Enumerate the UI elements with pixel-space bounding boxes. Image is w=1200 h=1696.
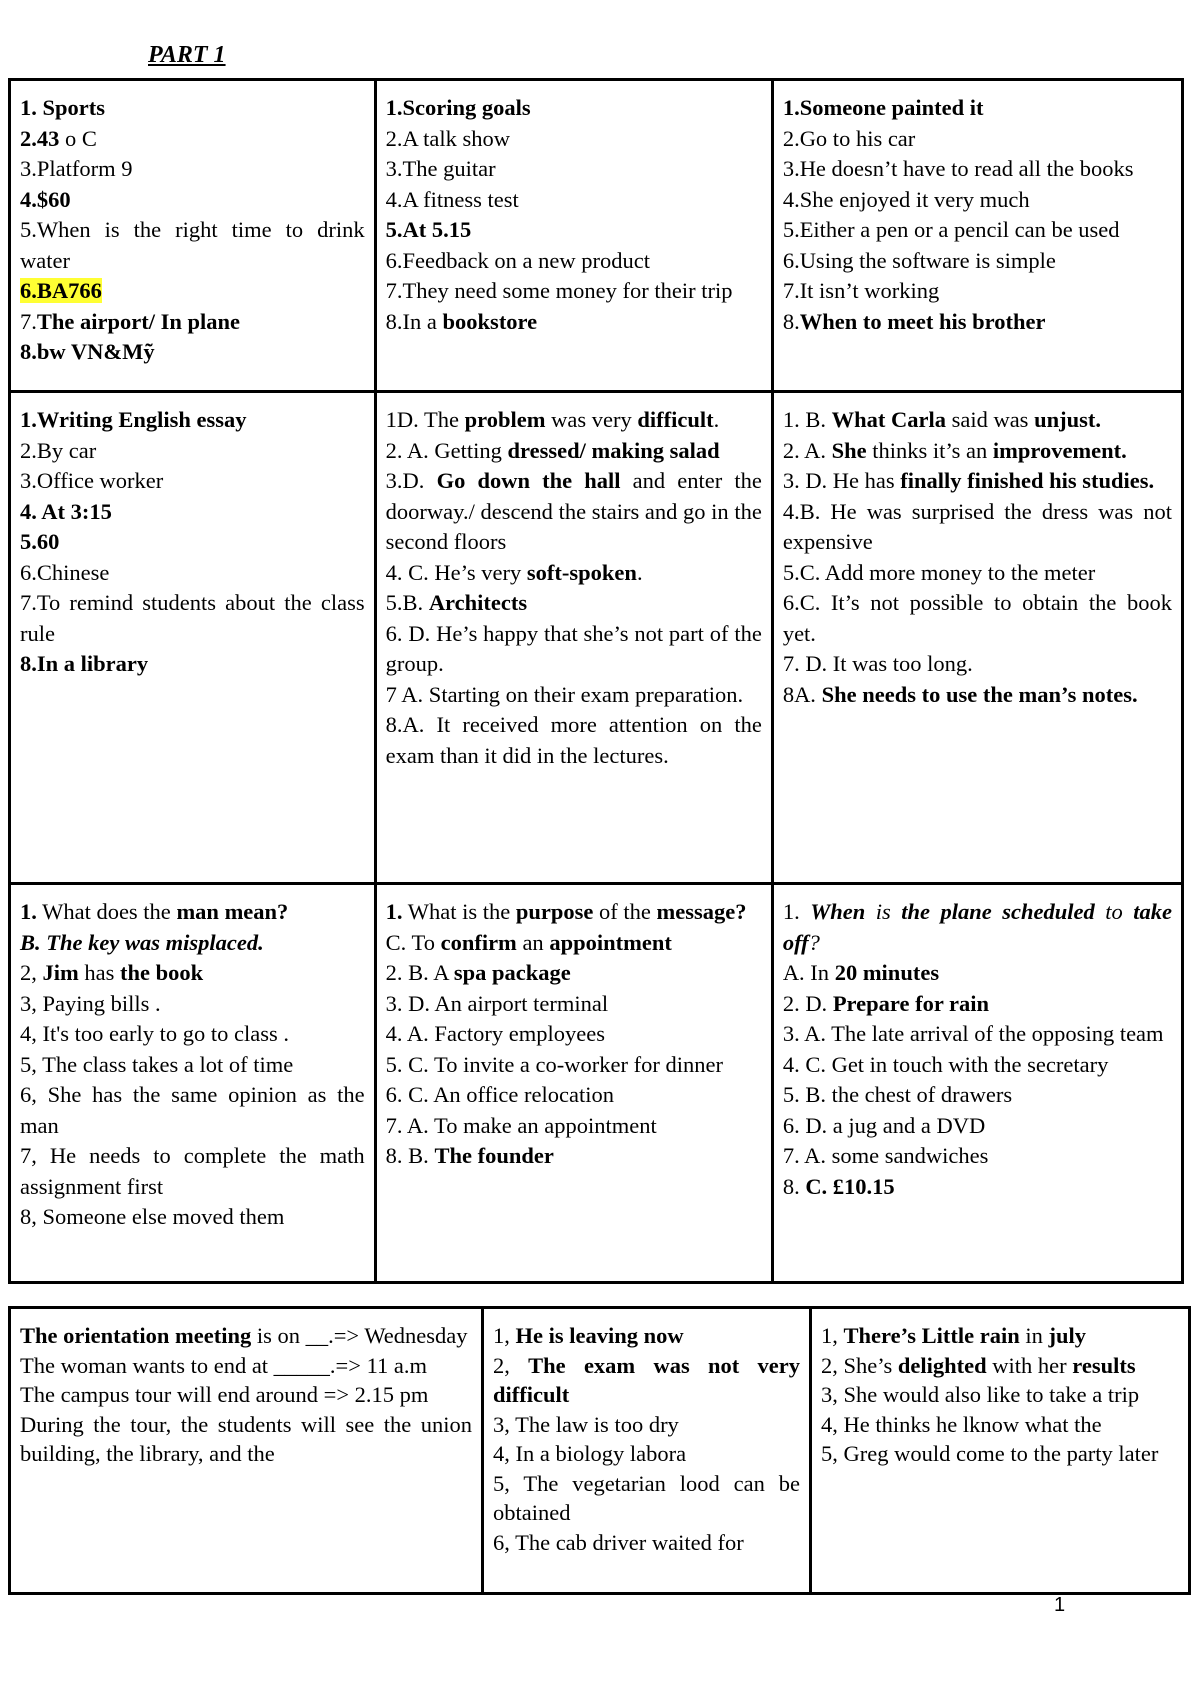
answer-line [783, 958, 1172, 989]
answer-line [386, 680, 762, 711]
answer-text: 1.Scoring goals [385, 95, 531, 120]
answer-text: 1. [385, 899, 403, 924]
answer-line [386, 989, 762, 1020]
answer-text: soft-spoken [526, 559, 637, 585]
answer-line [783, 276, 1172, 307]
answer-line [783, 154, 1172, 185]
answer-text: The campus tour will end around => 2.15 pm [20, 1382, 429, 1407]
answer-line [783, 124, 1172, 155]
answer-text: 7, He needs to complete the math assignment first [20, 1143, 365, 1199]
answer-text: 2, [20, 960, 43, 985]
answer-text: 8.bw VN&Mỹ [20, 339, 155, 364]
answer-text: 5. B. the chest of drawers [782, 1082, 1013, 1107]
answer-text: 2. B. A [385, 960, 454, 985]
answer-text: 4.B. He was surprised the dress was not expensive [782, 498, 1172, 554]
answer-text: She needs to use the man’s notes. [821, 681, 1138, 707]
answer-text: When [810, 899, 866, 924]
bottom-answer-table [8, 1306, 1191, 1595]
answer-text: 8A. [782, 681, 822, 707]
answer-text: 1, [493, 1323, 516, 1348]
answer-text: 4. C. He’s very [385, 559, 527, 585]
answer-line [20, 185, 365, 216]
answer-text: appointment [549, 929, 672, 955]
answer-line [783, 1141, 1172, 1172]
answer-text: 5, The class takes a lot of time [20, 1051, 294, 1077]
answer-line [20, 466, 365, 497]
answer-text: 7.To remind students about the class rule [20, 590, 365, 646]
answer-line [783, 307, 1172, 338]
answer-cell [10, 392, 376, 884]
answer-text: finally finished his studies. [900, 468, 1155, 493]
answer-text: 3.He doesn’t have to read all the books [782, 156, 1134, 181]
answer-line [821, 1439, 1179, 1469]
answer-text: 8. B. [385, 1143, 435, 1168]
answer-text: She [831, 437, 867, 463]
answer-line [493, 1321, 800, 1351]
answer-line [493, 1351, 800, 1410]
answer-line [783, 588, 1172, 649]
answer-line [386, 588, 762, 619]
answer-line [821, 1380, 1179, 1410]
answer-text: 8. [782, 1173, 806, 1199]
answer-text: and enter the doorway./ descend the stairs and go in the second floors [385, 468, 762, 554]
answer-text: is [865, 899, 902, 924]
answer-text: 7. [20, 308, 37, 334]
answer-text: 6, She has the same opinion as the man [20, 1082, 365, 1138]
answer-text: The woman wants to end at _____.=> 11 a.m [20, 1352, 427, 1378]
answer-text: 2. D. [782, 990, 833, 1016]
answer-line [783, 1019, 1172, 1050]
answer-text: 8.In a [385, 308, 443, 334]
answer-line [20, 497, 365, 528]
answer-line [386, 1019, 762, 1050]
answer-line [386, 93, 762, 124]
answer-line [386, 436, 762, 467]
answer-line [783, 215, 1172, 246]
answer-line [386, 1050, 762, 1081]
answer-line [20, 649, 365, 680]
answer-line [386, 276, 762, 307]
answer-text: 5.C. Add more money to the meter [782, 559, 1096, 585]
answer-text: What is the [402, 899, 516, 924]
answer-text: 6. D. He’s happy that she’s not part of the group. [385, 620, 762, 676]
answer-text: C. To [385, 929, 441, 955]
answer-text: Go down the hall [436, 468, 621, 493]
answer-line [20, 558, 365, 589]
answer-text: 3, She would also like to take a trip [821, 1382, 1140, 1407]
answer-line [20, 154, 365, 185]
answer-text: 6, The cab driver waited for [493, 1529, 744, 1555]
answer-line [386, 1111, 762, 1142]
answer-cell [772, 884, 1182, 1283]
answer-text: take off [782, 899, 1172, 955]
answer-line [20, 1410, 472, 1469]
page-title: PART 1 [148, 42, 226, 68]
answer-grid [8, 78, 1184, 1284]
answer-text: dressed/ making salad [507, 437, 720, 463]
answer-line [386, 466, 762, 558]
answer-text: 8.In a library [20, 651, 149, 676]
answer-line [20, 1380, 472, 1410]
answer-line [20, 405, 365, 436]
answer-text: When to meet his brother [799, 308, 1046, 334]
answer-text: to [1094, 899, 1134, 924]
answer-text: improvement. [992, 437, 1127, 463]
answer-line [386, 1141, 762, 1172]
answer-text: 7 A. Starting on their exam preparation. [385, 681, 744, 707]
answer-line [20, 276, 365, 307]
answer-line [783, 497, 1172, 558]
answer-cell [772, 392, 1182, 884]
answer-cell [10, 884, 376, 1283]
answer-line [493, 1410, 800, 1440]
answer-text: purpose [515, 899, 594, 924]
answer-line [20, 1202, 365, 1233]
answer-text: is on __.=> Wednesday [251, 1323, 468, 1348]
answer-line [20, 436, 365, 467]
answer-text: 2, [493, 1352, 529, 1378]
answer-text: 4, It's too early to go to class . [20, 1021, 290, 1046]
answer-text: 5. C. To invite a co-worker for dinner [385, 1051, 723, 1077]
answer-text: has [78, 960, 120, 985]
answer-text: 7. D. It was too long. [782, 651, 973, 676]
answer-line [386, 710, 762, 771]
answer-line [386, 246, 762, 277]
grid-row [10, 392, 1183, 884]
answer-text: The founder [434, 1143, 554, 1168]
answer-text: 7.They need some money for their trip [385, 278, 733, 303]
page-number: 1 [1054, 1594, 1066, 1616]
answer-line [386, 154, 762, 185]
answer-text: B. The key was misplaced. [20, 929, 264, 955]
answer-text: 2.By car [20, 437, 97, 463]
answer-line [20, 928, 365, 959]
answer-line [386, 307, 762, 338]
answer-line [20, 1351, 472, 1381]
answer-text: C. £10.15 [805, 1173, 895, 1199]
answer-text: 6.Chinese [20, 559, 110, 585]
grid-row [10, 1308, 1190, 1594]
answer-text: confirm [440, 929, 517, 955]
answer-text: 7. A. some sandwiches [782, 1143, 989, 1168]
answer-text: 8, Someone else moved them [20, 1204, 285, 1229]
answer-line [821, 1321, 1179, 1351]
answer-line [493, 1528, 800, 1558]
answer-text: 3. D. An airport terminal [385, 990, 609, 1016]
answer-line [20, 1141, 365, 1202]
answer-line [493, 1439, 800, 1469]
answer-text: 6.C. It’s not possible to obtain the book yet. [782, 590, 1172, 646]
answer-text: The orientation meeting [20, 1323, 252, 1348]
answer-text: results [1072, 1352, 1136, 1378]
answer-text: 5.At 5.15 [385, 217, 472, 242]
answer-line [493, 1469, 800, 1528]
answer-line [783, 436, 1172, 467]
answer-line [20, 1050, 365, 1081]
answer-text: 4.She enjoyed it very much [782, 186, 1030, 212]
answer-line [386, 928, 762, 959]
grid-row [10, 80, 1183, 392]
answer-cell [375, 884, 772, 1283]
answer-text: difficult [637, 407, 714, 432]
grid-row [10, 884, 1183, 1283]
answer-text: The airport/ In plane [36, 308, 241, 334]
answer-text: 2, She’s [821, 1352, 898, 1378]
answer-text: 6.Feedback on a new product [385, 247, 650, 273]
answer-line [20, 897, 365, 928]
answer-text: A. In [782, 960, 835, 985]
answer-text: During the tour, the students will see the union building, the library, and the [20, 1411, 472, 1466]
answer-cell [483, 1308, 811, 1594]
answer-text: 6.BA766 [20, 278, 102, 303]
answer-line [783, 989, 1172, 1020]
answer-line [386, 958, 762, 989]
answer-text: 5, The vegetarian lood can be obtained [493, 1470, 800, 1525]
answer-cell [10, 1308, 483, 1594]
answer-text: in [1019, 1323, 1049, 1348]
answer-text: the book [120, 960, 204, 985]
answer-line [783, 1080, 1172, 1111]
answer-text: 20 minutes [834, 960, 940, 985]
answer-text: 8.A. It received more attention on the exam than it did in the lectures. [385, 712, 762, 768]
answer-text: 7.It isn’t working [782, 278, 940, 303]
answer-text: 4. C. Get in touch with the secretary [782, 1051, 1109, 1077]
answer-line [386, 619, 762, 680]
answer-text: unjust. [1034, 407, 1101, 432]
answer-text: 4.A fitness test [385, 186, 519, 212]
answer-text: Prepare for rain [832, 990, 990, 1016]
answer-line [386, 1080, 762, 1111]
answer-line [783, 185, 1172, 216]
answer-text: 1.Someone painted it [782, 95, 984, 120]
answer-line [783, 405, 1172, 436]
answer-cell [375, 392, 772, 884]
answer-text: july [1048, 1323, 1087, 1348]
answer-line [20, 337, 365, 368]
answer-text: an [516, 929, 550, 955]
answer-line [783, 246, 1172, 277]
answer-line [386, 558, 762, 589]
answer-text: 3.Platform 9 [20, 156, 133, 181]
answer-text: the plane scheduled [901, 899, 1095, 924]
answer-text: 1D. The [385, 407, 465, 432]
answer-line [20, 1321, 472, 1351]
answer-line [821, 1410, 1179, 1440]
answer-text: 1. [20, 899, 37, 924]
answer-text: of the [593, 899, 657, 924]
answer-text: 2. A. Getting [385, 437, 508, 463]
answer-text: What does the [36, 899, 177, 924]
answer-text: 3.Office worker [20, 468, 164, 493]
answer-text: 4, In a biology labora [493, 1441, 687, 1466]
answer-line [20, 958, 365, 989]
answer-text: 5.When is the right time to drink water [20, 217, 365, 273]
answer-line [783, 680, 1172, 711]
answer-text: bookstore [442, 308, 538, 334]
answer-line [386, 405, 762, 436]
answer-line [783, 897, 1172, 958]
answer-text: delighted [897, 1352, 987, 1378]
answer-line [821, 1351, 1179, 1381]
answer-text: 6. C. An office relocation [385, 1082, 614, 1107]
answer-text: 5.60 [20, 529, 60, 554]
answer-line [386, 897, 762, 928]
answer-text: 3, The law is too dry [493, 1411, 679, 1437]
answer-cell [811, 1308, 1190, 1594]
answer-cell [10, 80, 376, 392]
answer-text: 4, He thinks he lknow what the [821, 1411, 1102, 1437]
answer-line [20, 307, 365, 338]
answer-line [783, 1172, 1172, 1203]
answer-text: There’s Little rain [843, 1323, 1020, 1348]
answer-text: 8. [782, 308, 800, 334]
answer-text: said was [945, 407, 1035, 432]
answer-text: Architects [428, 590, 528, 615]
answer-text: 7. A. To make an appointment [385, 1112, 657, 1138]
answer-text: message? [656, 899, 747, 924]
answer-line [20, 989, 365, 1020]
answer-line [783, 1050, 1172, 1081]
answer-line [20, 588, 365, 649]
answer-line [20, 1019, 365, 1050]
answer-text: 2. A. [782, 437, 832, 463]
answer-text: problem [464, 407, 546, 432]
answer-line [20, 93, 365, 124]
answer-text: Jim [42, 960, 79, 985]
answer-line [386, 215, 762, 246]
answer-text: 3. D. He has [782, 468, 901, 493]
answer-line [386, 185, 762, 216]
answer-text: The exam was not very difficult [493, 1352, 800, 1407]
answer-text: o C [59, 125, 97, 151]
answer-line [20, 124, 365, 155]
answer-text: He is leaving now [515, 1323, 684, 1348]
answer-line [783, 466, 1172, 497]
answer-line [20, 527, 365, 558]
answer-text: 3, Paying bills . [20, 990, 161, 1016]
answer-text: with her [986, 1352, 1073, 1378]
answer-text: 4. A. Factory employees [385, 1021, 606, 1046]
answer-text: 3. A. The late arrival of the opposing team [782, 1021, 1164, 1046]
answer-text: 1. B. [782, 407, 832, 432]
answer-text: 1.Writing English essay [20, 407, 247, 432]
answer-line [20, 215, 365, 276]
answer-text: man mean? [176, 899, 289, 924]
answer-text: 2.Go to his car [782, 125, 916, 151]
answer-text: What Carla [831, 407, 946, 432]
answer-line [783, 649, 1172, 680]
answer-text: 1, [821, 1323, 844, 1348]
answer-text: spa package [453, 960, 571, 985]
answer-text: 5.B. [385, 590, 429, 615]
answer-text: 5, Greg would come to the party later [821, 1441, 1159, 1466]
answer-text: 6.Using the software is simple [782, 247, 1056, 273]
answer-text: 6. D. a jug and a DVD [782, 1112, 986, 1138]
answer-text: 1. [782, 899, 811, 924]
answer-text: ? [808, 929, 820, 955]
answer-text: 1. Sports [20, 95, 106, 120]
answer-line [783, 93, 1172, 124]
answer-line [20, 1080, 365, 1141]
answer-text: 4.$60 [20, 186, 71, 212]
answer-text: . [636, 559, 643, 585]
answer-text: 3.D. [385, 468, 437, 493]
answer-text: 2.A talk show [385, 125, 511, 151]
answer-text: 5.Either a pen or a pencil can be used [782, 217, 1120, 242]
answer-line [783, 558, 1172, 589]
answer-cell [772, 80, 1182, 392]
answer-text: 4. At 3:15 [20, 498, 112, 524]
answer-text: thinks it’s an [866, 437, 993, 463]
answer-text: . [713, 407, 720, 432]
answer-line [783, 1111, 1172, 1142]
answer-cell [375, 80, 772, 392]
answer-text: was very [545, 407, 638, 432]
answer-text: 3.The guitar [385, 156, 496, 181]
answer-line [386, 124, 762, 155]
answer-text: 2.43 [20, 125, 60, 151]
